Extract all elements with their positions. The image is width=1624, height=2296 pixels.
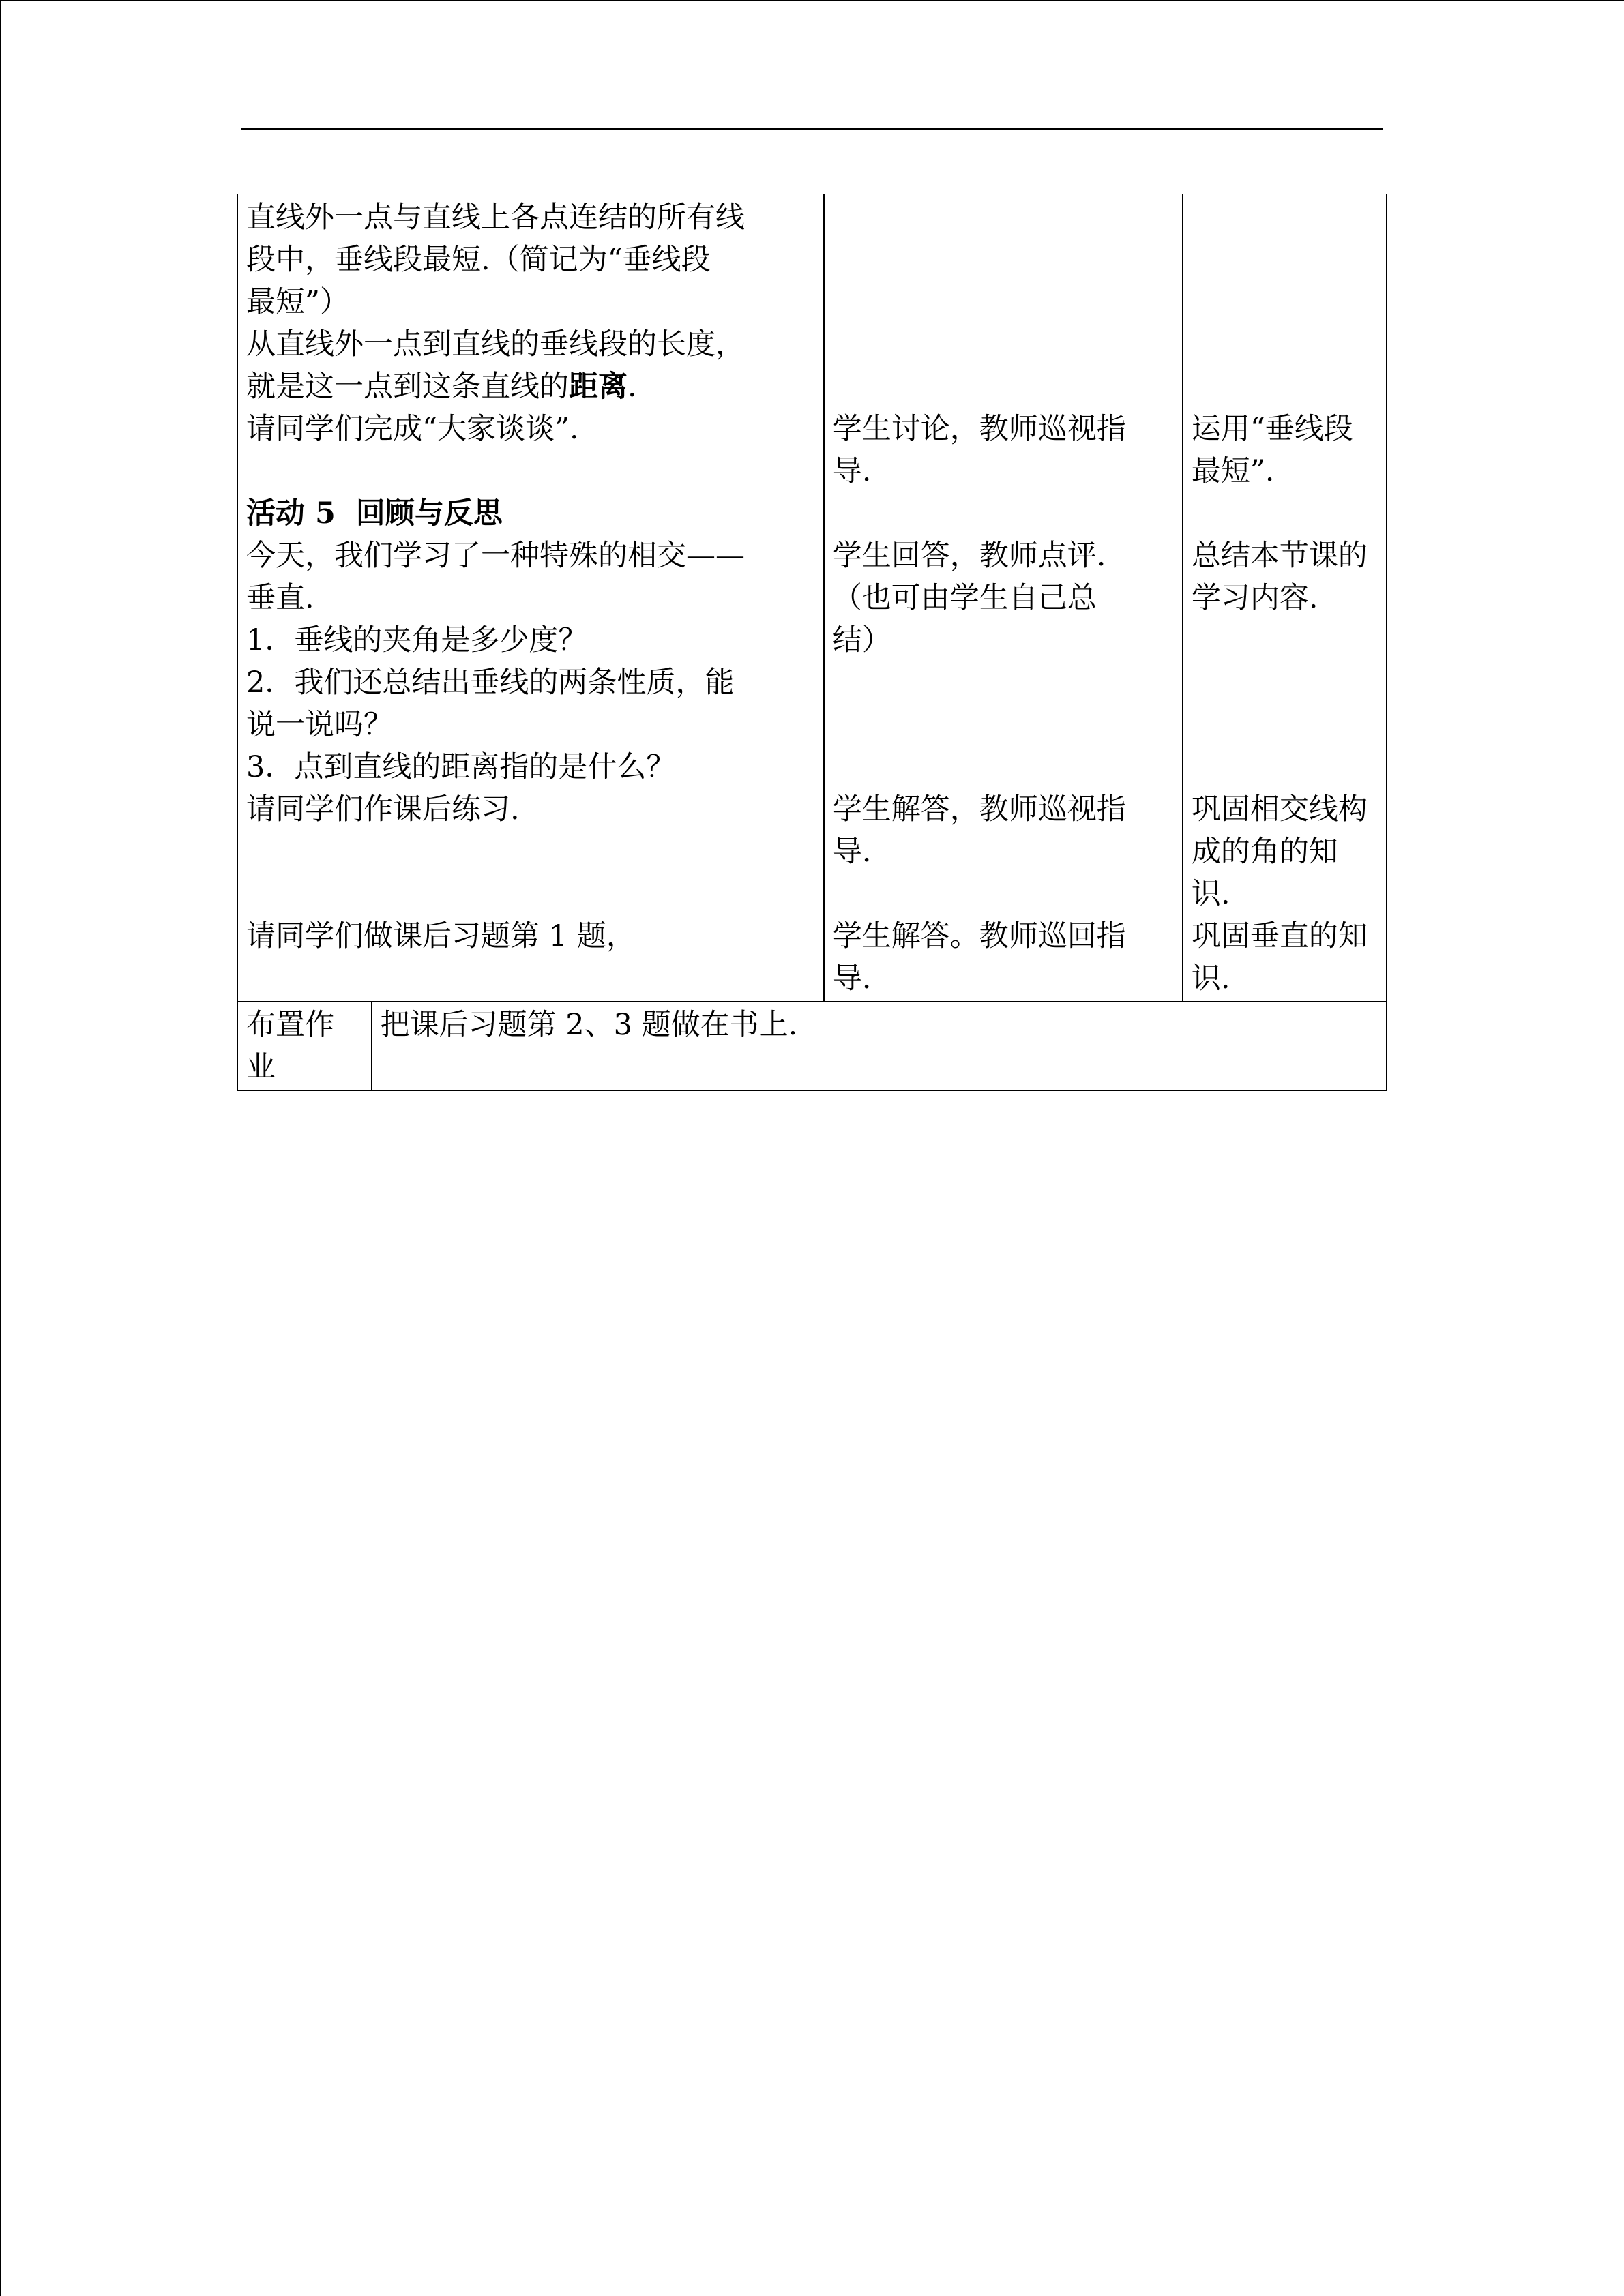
review-line: 垂直. <box>246 581 314 615</box>
spacer <box>833 873 1174 915</box>
intent-discuss-line: 最短”. <box>1191 454 1275 488</box>
review-line: 今天，我们学习了一种特殊的相交—— <box>246 539 745 573</box>
student-exercise-line: 学生解答。教师巡回指 <box>832 919 1126 953</box>
activity-heading: 活动 5 回顾与反思 <box>246 496 503 531</box>
homework-row <box>237 1002 1387 1090</box>
distance-prefix: 就是这一点到这条直线的 <box>246 370 569 404</box>
definition-line: 直线外一点与直线上各点连结的所有线 <box>246 200 745 235</box>
spacer <box>1192 196 1378 239</box>
distance-line: 从直线外一点到直线的垂线段的长度， <box>246 327 745 361</box>
spacer <box>1192 239 1378 281</box>
review-question: 3．点到直线的距离指的是什么？ <box>246 750 676 784</box>
student-discuss-line: 导. <box>832 454 872 488</box>
spacer <box>833 366 1174 408</box>
spacer <box>246 450 815 492</box>
intent-review-line: 学习内容. <box>1191 581 1318 615</box>
spacer <box>246 831 815 873</box>
spacer <box>1192 704 1378 746</box>
intent-exercise-line: 识. <box>1191 961 1230 996</box>
spacer <box>246 873 815 915</box>
definition-line: 最短”） <box>246 285 349 319</box>
homework-label: 布置作业 <box>237 1002 372 1090</box>
teaching-content-cell <box>237 194 824 1002</box>
spacer <box>1192 323 1378 366</box>
intent-exercise-line: 巩固垂直的知 <box>1191 919 1368 953</box>
spacer <box>1192 661 1378 704</box>
spacer <box>833 196 1174 239</box>
spacer <box>833 492 1174 535</box>
spacer <box>833 746 1174 788</box>
intent-practice-line: 识. <box>1191 877 1230 911</box>
practice-instruction: 请同学们作课后练习. <box>246 792 520 826</box>
review-question: 1．垂线的夹角是多少度？ <box>246 623 588 657</box>
design-intent-cell <box>1183 194 1387 1002</box>
review-question: 说一说吗？ <box>246 708 393 742</box>
distance-suffix: . <box>628 370 637 404</box>
review-question: 2．我们还总结出垂线的两条性质，能 <box>246 666 735 700</box>
student-activity-cell <box>824 194 1183 1002</box>
intent-practice-line: 巩固相交线构 <box>1191 792 1368 826</box>
spacer <box>833 323 1174 366</box>
spacer <box>1192 746 1378 788</box>
intent-discuss-line: 运用“垂线段 <box>1191 412 1353 446</box>
student-practice-line: 导. <box>832 835 872 869</box>
distance-line <box>246 366 815 408</box>
exercise-instruction: 请同学们做课后习题第 1 题， <box>246 919 636 953</box>
spacer <box>1192 281 1378 323</box>
distance-term: 距离 <box>569 370 628 404</box>
student-review-line: 学生回答，教师点评. <box>832 539 1106 573</box>
spacer <box>1192 366 1378 408</box>
lesson-plan-table <box>237 194 1387 1091</box>
definition-line: 段中，垂线段最短.（简记为“垂线段 <box>246 243 711 277</box>
header-rule <box>241 128 1383 130</box>
spacer <box>833 239 1174 281</box>
student-discuss-line: 学生讨论，教师巡视指 <box>832 412 1126 446</box>
spacer <box>833 281 1174 323</box>
spacer <box>833 661 1174 704</box>
student-exercise-line: 导. <box>832 961 872 996</box>
homework-text: 把课后习题第 2、3 题做在书上. <box>372 1002 1387 1090</box>
spacer <box>833 704 1174 746</box>
intent-review-line: 总结本节课的 <box>1191 539 1368 573</box>
student-practice-line: 学生解答，教师巡视指 <box>832 792 1126 826</box>
discuss-instruction: 请同学们完成“大家谈谈”. <box>246 412 579 446</box>
spacer <box>1192 492 1378 535</box>
lesson-content-row <box>237 194 1387 1002</box>
spacer <box>1192 619 1378 661</box>
spacer <box>246 957 815 1000</box>
student-review-line: （也可由学生自己总 <box>832 581 1097 615</box>
intent-practice-line: 成的角的知 <box>1191 835 1338 869</box>
student-review-line: 结） <box>832 623 891 657</box>
